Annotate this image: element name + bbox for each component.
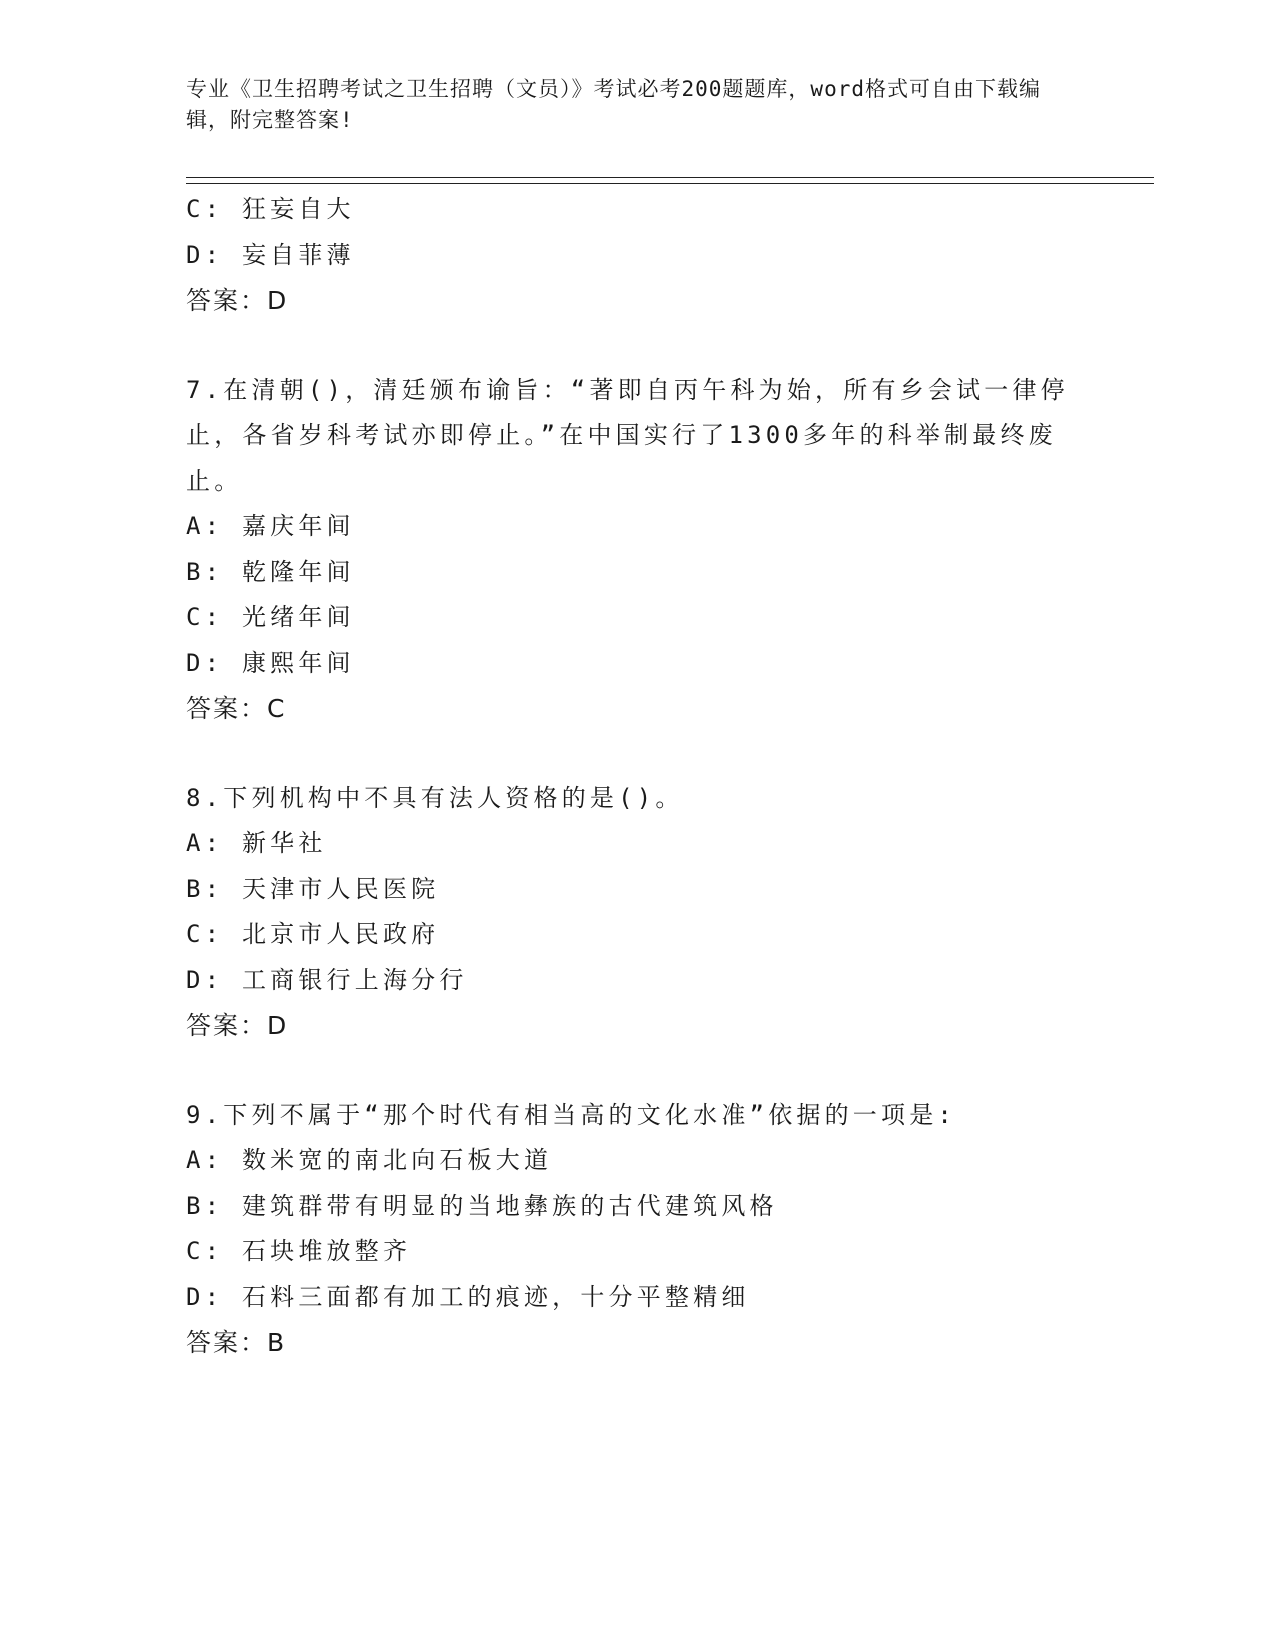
- option-c: C: 光绪年间: [186, 603, 355, 631]
- answer-line: 答案：B: [186, 1328, 287, 1357]
- option-b: B: 建筑群带有明显的当地彝族的古代建筑风格: [186, 1191, 778, 1220]
- question-gap: [186, 1049, 1086, 1093]
- option-d: D: 康熙年间: [186, 648, 355, 677]
- option-a: A: 新华社: [186, 829, 327, 857]
- document-header: 专业《卫生招聘考试之卫生招聘（文员）》考试必考200题题库，word格式可自由下载编辑，附完整答案!: [186, 77, 1041, 132]
- question-gap: [186, 732, 1086, 776]
- option-d: D: 工商银行上海分行: [186, 965, 468, 994]
- question-7: [186, 368, 1086, 732]
- header-divider-top: [186, 177, 1154, 178]
- option-a: A: 嘉庆年间: [186, 512, 355, 540]
- question-list: [186, 187, 1086, 1366]
- question-gap: [186, 324, 1086, 368]
- option-d: D: 妄自菲薄: [186, 240, 355, 269]
- answer-line: 答案：D: [186, 286, 289, 315]
- partial-question: [186, 187, 1086, 324]
- option-b: B: 天津市人民医院: [186, 874, 440, 903]
- header-divider-bottom: [186, 183, 1154, 184]
- option-c: C: 北京市人民政府: [186, 920, 440, 948]
- option-d: D: 石料三面都有加工的痕迹，十分平整精细: [186, 1282, 750, 1311]
- question-stem: 7.在清朝()，清廷颁布谕旨：“著即自丙午科为始，所有乡会试一律停止，各省岁科考试亦即停止。”在中国实行了1300多年的科举制最终废止。: [186, 375, 1069, 495]
- option-c: C: 狂妄自大: [186, 195, 355, 223]
- question-9: [186, 1093, 1086, 1366]
- answer-line: 答案：D: [186, 1011, 289, 1040]
- option-c: C: 石块堆放整齐: [186, 1237, 412, 1265]
- question-stem: 9.下列不属于“那个时代有相当高的文化水准”依据的一项是:: [186, 1100, 957, 1129]
- option-a: A: 数米宽的南北向石板大道: [186, 1146, 553, 1174]
- option-b: B: 乾隆年间: [186, 557, 355, 586]
- question-8: [186, 776, 1086, 1049]
- question-stem: 8.下列机构中不具有法人资格的是()。: [186, 783, 684, 812]
- answer-line: 答案：C: [186, 694, 287, 723]
